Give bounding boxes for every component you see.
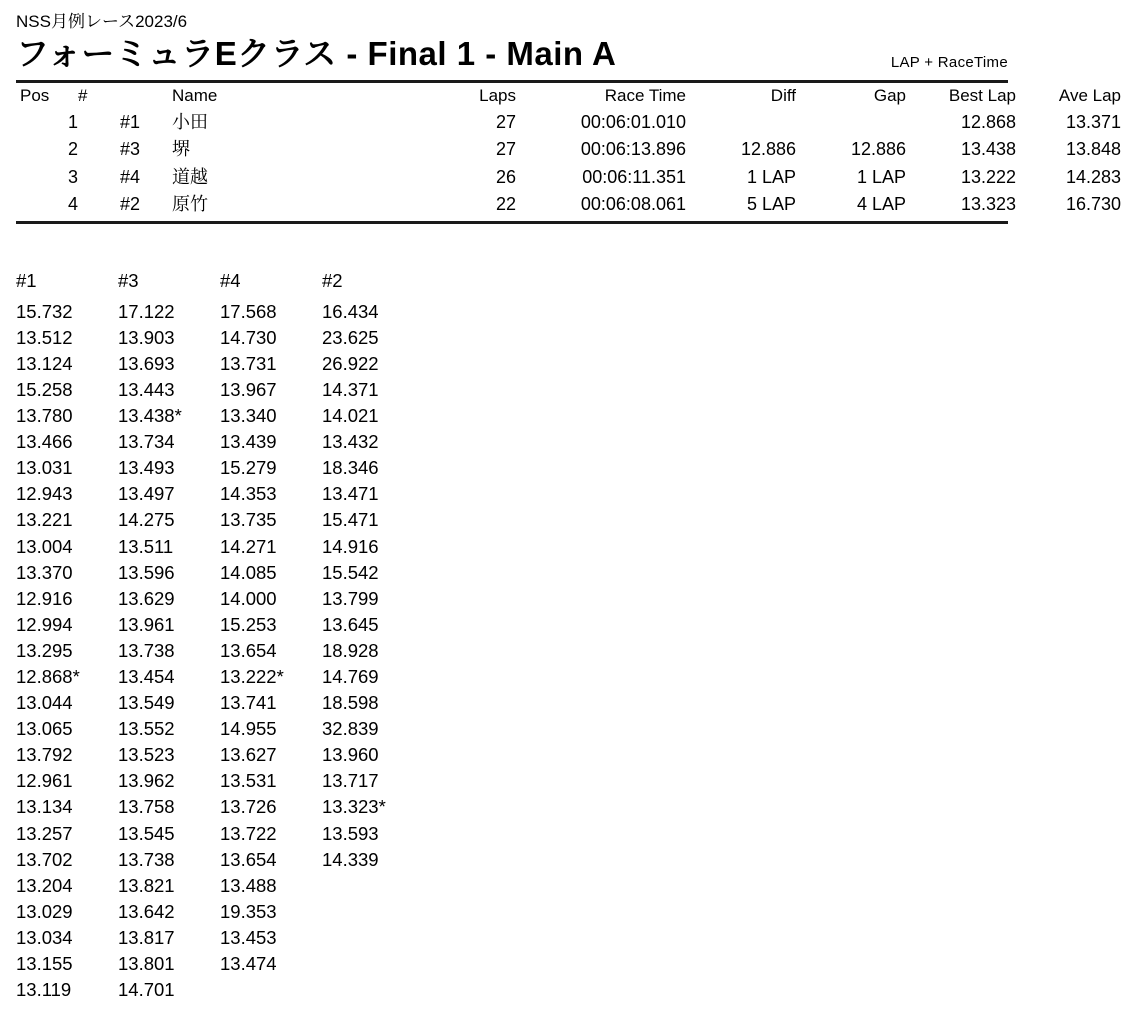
lap-time: 13.443 — [118, 378, 175, 400]
lap-time: 14.275 — [118, 509, 175, 531]
results-table — [16, 83, 1121, 219]
cell-laps: 27 — [495, 139, 516, 160]
lap-time: 16.434 — [322, 300, 379, 322]
lap-time: 13.323* — [322, 796, 386, 818]
lap-time: 13.722 — [220, 822, 277, 844]
cell-laps: 27 — [495, 111, 516, 132]
lap-time: 13.734 — [118, 431, 175, 453]
table-row — [16, 109, 1121, 137]
lap-time: 13.735 — [220, 509, 277, 531]
column-header-number: # — [78, 85, 88, 105]
lap-column-driver-3 — [118, 268, 220, 1003]
column-header-gap: Gap — [873, 85, 906, 105]
lap-time: 13.204 — [16, 874, 73, 896]
cell-spacer — [362, 164, 436, 192]
lap-time: 14.730 — [220, 326, 277, 348]
lap-time: 13.004 — [16, 535, 73, 557]
cell-laps: 22 — [495, 194, 516, 215]
lap-time: 13.731 — [220, 352, 277, 374]
table-row — [16, 191, 1121, 219]
lap-time: 13.511 — [118, 535, 174, 557]
lap-time: 14.085 — [220, 561, 277, 583]
cell-pos: 3 — [67, 166, 78, 187]
lap-time: 15.732 — [16, 300, 73, 322]
cell-ave-lap: 13.848 — [1065, 139, 1121, 160]
lap-time: 14.000 — [220, 587, 277, 609]
lap-time: 13.497 — [118, 483, 175, 505]
lap-time: 13.758 — [118, 796, 175, 818]
cell-name: 堺 — [172, 139, 190, 160]
lap-legend-label: LAP + RaceTime — [890, 53, 1008, 71]
lap-time: 13.471 — [322, 483, 379, 505]
lap-time: 13.370 — [16, 561, 73, 583]
cell-number: #2 — [119, 194, 140, 215]
lap-time: 13.221 — [16, 509, 73, 531]
cell-diff: 1 LAP — [746, 166, 796, 187]
lap-time: 13.961 — [118, 613, 175, 635]
lap-time: 13.654 — [220, 848, 277, 870]
lap-time: 15.279 — [220, 457, 277, 479]
cell-diff — [686, 109, 796, 137]
lap-time: 13.596 — [118, 561, 175, 583]
cell-name: 原竹 — [172, 194, 208, 215]
lap-time: 13.702 — [16, 848, 73, 870]
lap-time: 13.034 — [16, 926, 73, 948]
lap-time: 18.598 — [322, 692, 379, 714]
lap-time: 13.629 — [118, 587, 175, 609]
lap-time: 13.488 — [220, 874, 277, 896]
table-row — [16, 136, 1121, 164]
lap-time: 13.134 — [16, 796, 73, 818]
column-header-best-lap: Best Lap — [948, 85, 1016, 105]
lap-time: 13.155 — [16, 953, 73, 975]
lap-time: 14.021 — [322, 405, 379, 427]
cell-best-lap: 12.868 — [960, 111, 1016, 132]
event-name: NSS月例レース2023/6 — [16, 12, 188, 31]
table-header-row — [16, 83, 1121, 109]
lap-time: 14.271 — [220, 535, 277, 557]
lap-time: 13.693 — [118, 352, 175, 374]
cell-name: 小田 — [172, 111, 208, 132]
lap-time: 14.339 — [322, 848, 379, 870]
lap-time: 13.454 — [118, 665, 175, 687]
table-row — [16, 164, 1121, 192]
cell-spacer — [362, 191, 436, 219]
cell-best-lap: 13.323 — [960, 194, 1016, 215]
lap-time: 13.340 — [220, 405, 277, 427]
lap-time: 13.642 — [118, 900, 175, 922]
cell-spacer — [362, 109, 436, 137]
cell-race-time: 00:06:01.010 — [580, 111, 686, 132]
cell-pos: 1 — [67, 111, 78, 132]
lap-time: 15.542 — [322, 561, 379, 583]
lap-time: 15.253 — [220, 613, 277, 635]
lap-time: 13.821 — [118, 874, 175, 896]
lap-time: 13.466 — [16, 431, 73, 453]
column-header-race-time: Race Time — [604, 85, 686, 105]
column-header-spacer — [362, 83, 436, 109]
lap-time: 13.545 — [118, 822, 175, 844]
lap-time: 13.967 — [220, 378, 277, 400]
lap-time: 13.119 — [16, 979, 72, 1001]
column-header-laps: Laps — [479, 85, 516, 105]
lap-time: 13.065 — [16, 718, 73, 740]
lap-time: 13.439 — [220, 431, 277, 453]
results-table-header — [16, 83, 1121, 109]
lap-time: 13.453 — [220, 926, 277, 948]
cell-pos: 2 — [67, 139, 78, 160]
cell-best-lap: 13.438 — [960, 139, 1016, 160]
lap-time: 13.962 — [118, 770, 175, 792]
lap-time: 13.593 — [322, 822, 379, 844]
lap-time: 13.780 — [16, 405, 73, 427]
lap-time: 17.122 — [118, 300, 175, 322]
divider-bottom-thick — [16, 221, 1008, 224]
lap-time: 14.701 — [118, 979, 175, 1001]
lap-time: 32.839 — [322, 718, 379, 740]
cell-ave-lap: 13.371 — [1065, 111, 1121, 132]
lap-time: 13.512 — [16, 326, 73, 348]
lap-time: 12.961 — [16, 770, 73, 792]
cell-best-lap: 13.222 — [960, 166, 1016, 187]
lap-time: 13.257 — [16, 822, 73, 844]
lap-time: 13.432 — [322, 431, 379, 453]
lap-time: 26.922 — [322, 352, 379, 374]
lap-times-chart — [16, 268, 1008, 1003]
lap-column-driver-4 — [220, 268, 322, 1003]
title-row — [16, 33, 1008, 74]
lap-time: 13.295 — [16, 639, 73, 661]
lap-time: 13.738 — [118, 639, 175, 661]
lap-time: 14.353 — [220, 483, 277, 505]
lap-time: 13.741 — [220, 692, 277, 714]
lap-time: 13.222* — [220, 665, 284, 687]
lap-time: 13.531 — [220, 770, 277, 792]
lap-column-header: #1 — [16, 269, 37, 291]
cell-gap: 4 LAP — [856, 194, 906, 215]
lap-time: 13.738 — [118, 848, 175, 870]
lap-time: 13.474 — [220, 953, 277, 975]
lap-time: 18.928 — [322, 639, 379, 661]
lap-time: 17.568 — [220, 300, 277, 322]
lap-time: 14.916 — [322, 535, 379, 557]
lap-time: 13.903 — [118, 326, 175, 348]
cell-ave-lap: 14.283 — [1065, 166, 1121, 187]
lap-time: 15.471 — [322, 509, 379, 531]
lap-time: 12.916 — [16, 587, 73, 609]
lap-time: 13.645 — [322, 613, 379, 635]
lap-time: 13.029 — [16, 900, 73, 922]
cell-number: #3 — [119, 139, 140, 160]
lap-time: 19.353 — [220, 900, 277, 922]
results-table-body — [16, 109, 1121, 219]
lap-time: 13.799 — [322, 587, 379, 609]
lap-time: 13.726 — [220, 796, 277, 818]
cell-number: #1 — [119, 111, 140, 132]
cell-diff: 12.886 — [740, 139, 796, 160]
lap-time: 12.943 — [16, 483, 73, 505]
lap-column-driver-1 — [16, 268, 118, 1003]
page-title: フォーミュラEクラス - Final 1 - Main A — [16, 35, 617, 73]
lap-time: 13.438* — [118, 405, 182, 427]
lap-time: 13.044 — [16, 692, 73, 714]
cell-gap — [796, 109, 906, 137]
cell-ave-lap: 16.730 — [1065, 194, 1121, 215]
lap-time: 14.955 — [220, 718, 277, 740]
lap-time: 13.960 — [322, 744, 379, 766]
lap-time: 13.031 — [16, 457, 73, 479]
lap-time: 12.868* — [16, 665, 80, 687]
lap-time: 13.801 — [118, 953, 175, 975]
cell-pos: 4 — [67, 194, 78, 215]
lap-time: 14.371 — [322, 378, 379, 400]
lap-time: 18.346 — [322, 457, 379, 479]
cell-race-time: 00:06:11.351 — [582, 166, 686, 187]
lap-time: 14.769 — [322, 665, 379, 687]
lap-time: 13.124 — [16, 352, 73, 374]
cell-number: #4 — [119, 166, 140, 187]
cell-race-time: 00:06:08.061 — [580, 194, 686, 215]
lap-time: 13.493 — [118, 457, 175, 479]
lap-time: 13.717 — [322, 770, 379, 792]
cell-gap: 12.886 — [850, 139, 906, 160]
lap-time: 13.792 — [16, 744, 73, 766]
lap-time: 13.552 — [118, 718, 175, 740]
lap-time: 23.625 — [322, 326, 379, 348]
cell-spacer — [362, 136, 436, 164]
column-header-pos: Pos — [20, 85, 50, 105]
lap-time: 13.549 — [118, 692, 175, 714]
lap-column-header: #2 — [322, 269, 343, 291]
cell-diff: 5 LAP — [746, 194, 796, 215]
lap-column-header: #4 — [220, 269, 241, 291]
lap-time: 15.258 — [16, 378, 73, 400]
lap-column-header: #3 — [118, 269, 139, 291]
cell-race-time: 00:06:13.896 — [580, 139, 686, 160]
lap-time: 13.523 — [118, 744, 175, 766]
cell-name: 道越 — [172, 166, 208, 187]
cell-laps: 26 — [495, 166, 516, 187]
lap-time: 13.817 — [118, 926, 175, 948]
cell-gap: 1 LAP — [856, 166, 906, 187]
lap-column-driver-2 — [322, 268, 424, 1003]
column-header-name: Name — [172, 85, 218, 105]
lap-time: 13.654 — [220, 639, 277, 661]
lap-time: 12.994 — [16, 613, 73, 635]
column-header-ave-lap: Ave Lap — [1058, 85, 1121, 105]
lap-time: 13.627 — [220, 744, 277, 766]
column-header-diff: Diff — [770, 85, 796, 105]
